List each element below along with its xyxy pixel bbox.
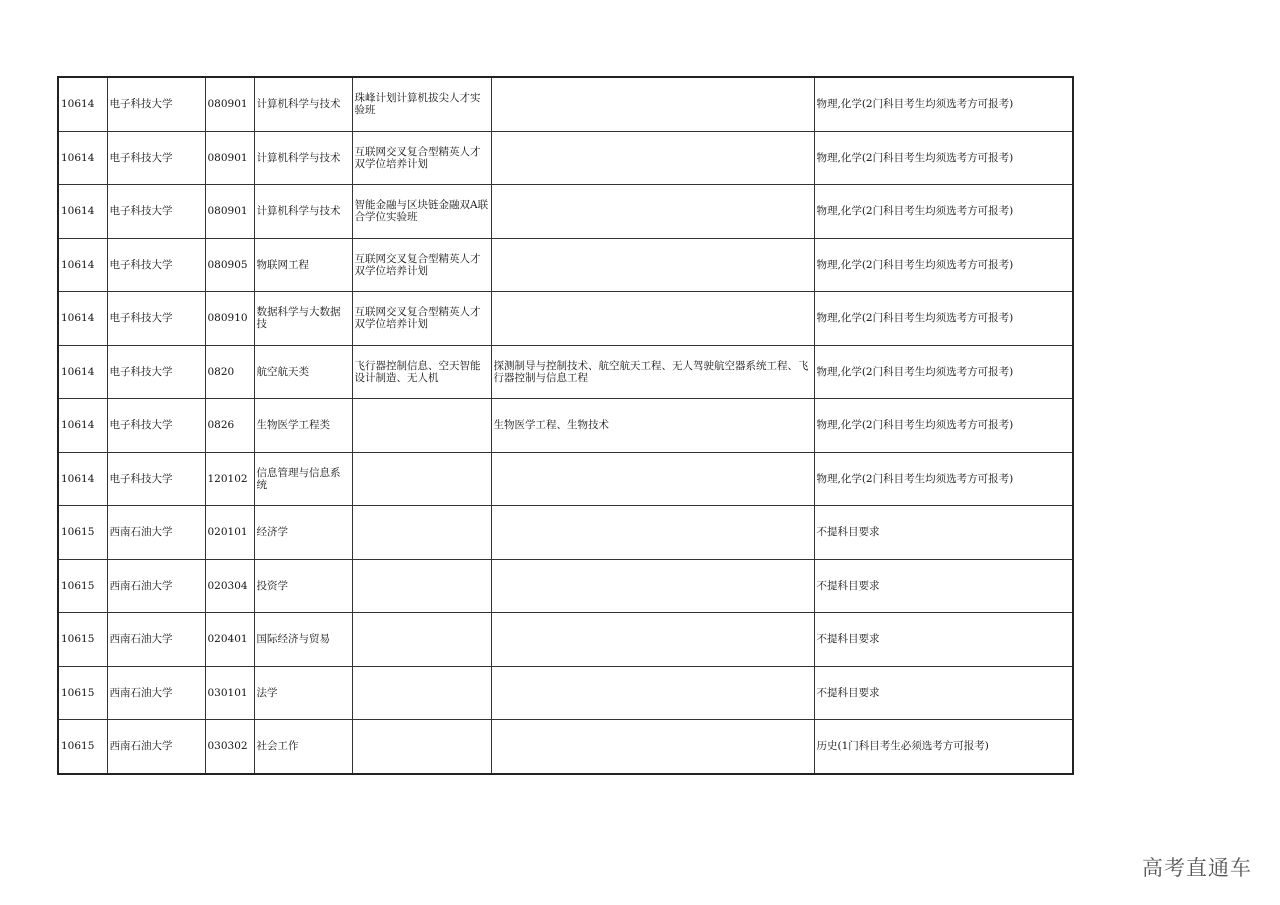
table-row (58, 185, 1073, 239)
major-name-cell: 法学 (254, 666, 352, 720)
table-row (58, 238, 1073, 292)
included-majors-cell (491, 452, 814, 506)
major-name-cell: 经济学 (254, 506, 352, 560)
school-code-cell: 10615 (58, 720, 107, 774)
table-row (58, 613, 1073, 667)
school-name-cell: 电子科技大学 (107, 292, 205, 346)
major-code-cell: 020101 (205, 506, 254, 560)
subject-requirement-cell: 物理,化学(2门科目考生均须选考方可报考) (814, 131, 1073, 185)
program-note-cell (352, 506, 491, 560)
included-majors-cell (491, 238, 814, 292)
school-code-cell: 10614 (58, 452, 107, 506)
school-name-cell: 西南石油大学 (107, 613, 205, 667)
major-code-cell: 080910 (205, 292, 254, 346)
table-row (58, 720, 1073, 774)
program-note-cell (352, 399, 491, 453)
program-note-cell (352, 666, 491, 720)
included-majors-cell (491, 185, 814, 239)
major-name-cell: 投资学 (254, 559, 352, 613)
program-note-cell (352, 613, 491, 667)
school-name-cell: 电子科技大学 (107, 238, 205, 292)
program-note-cell: 飞行器控制信息、空天智能设计制造、无人机 (352, 345, 491, 399)
school-code-cell: 10615 (58, 666, 107, 720)
school-name-cell: 西南石油大学 (107, 506, 205, 560)
table-row (58, 345, 1073, 399)
school-code-cell: 10614 (58, 292, 107, 346)
major-name-cell: 计算机科学与技术 (254, 77, 352, 131)
subject-requirement-cell: 物理,化学(2门科目考生均须选考方可报考) (814, 238, 1073, 292)
program-note-cell: 互联网交叉复合型精英人才双学位培养计划 (352, 238, 491, 292)
table-row (58, 292, 1073, 346)
major-code-cell: 0826 (205, 399, 254, 453)
subject-requirement-cell: 不提科目要求 (814, 613, 1073, 667)
school-name-cell: 电子科技大学 (107, 185, 205, 239)
major-code-cell: 020401 (205, 613, 254, 667)
subject-requirement-cell: 物理,化学(2门科目考生均须选考方可报考) (814, 77, 1073, 131)
program-note-cell (352, 452, 491, 506)
major-code-cell: 030302 (205, 720, 254, 774)
major-code-cell: 080905 (205, 238, 254, 292)
watermark-text: 高考直通车 (1142, 856, 1252, 880)
subject-requirement-cell: 历史(1门科目考生必须选考方可报考) (814, 720, 1073, 774)
included-majors-cell (491, 613, 814, 667)
major-code-cell: 0820 (205, 345, 254, 399)
subject-requirement-cell: 不提科目要求 (814, 559, 1073, 613)
school-name-cell: 电子科技大学 (107, 77, 205, 131)
school-name-cell: 西南石油大学 (107, 720, 205, 774)
major-name-cell: 国际经济与贸易 (254, 613, 352, 667)
table-row (58, 666, 1073, 720)
school-name-cell: 电子科技大学 (107, 399, 205, 453)
school-code-cell: 10614 (58, 345, 107, 399)
major-name-cell: 航空航天类 (254, 345, 352, 399)
major-code-cell: 080901 (205, 131, 254, 185)
major-name-cell: 计算机科学与技术 (254, 185, 352, 239)
subject-requirement-cell: 物理,化学(2门科目考生均须选考方可报考) (814, 399, 1073, 453)
major-code-cell: 080901 (205, 185, 254, 239)
table-row (58, 506, 1073, 560)
major-code-cell: 020304 (205, 559, 254, 613)
subject-requirement-cell: 不提科目要求 (814, 506, 1073, 560)
table-row (58, 452, 1073, 506)
school-code-cell: 10614 (58, 77, 107, 131)
subject-requirement-cell: 不提科目要求 (814, 666, 1073, 720)
included-majors-cell: 探测制导与控制技术、航空航天工程、无人驾驶航空器系统工程、飞行器控制与信息工程 (491, 345, 814, 399)
major-name-cell: 数据科学与大数据技 (254, 292, 352, 346)
major-code-cell: 080901 (205, 77, 254, 131)
subject-requirement-cell: 物理,化学(2门科目考生均须选考方可报考) (814, 185, 1073, 239)
school-name-cell: 西南石油大学 (107, 666, 205, 720)
school-name-cell: 电子科技大学 (107, 131, 205, 185)
included-majors-cell (491, 666, 814, 720)
major-code-cell: 030101 (205, 666, 254, 720)
included-majors-cell (491, 77, 814, 131)
program-note-cell: 互联网交叉复合型精英人才双学位培养计划 (352, 131, 491, 185)
program-note-cell: 互联网交叉复合型精英人才双学位培养计划 (352, 292, 491, 346)
included-majors-cell (491, 720, 814, 774)
school-code-cell: 10615 (58, 559, 107, 613)
major-name-cell: 计算机科学与技术 (254, 131, 352, 185)
subject-requirement-cell: 物理,化学(2门科目考生均须选考方可报考) (814, 292, 1073, 346)
school-name-cell: 西南石油大学 (107, 559, 205, 613)
program-note-cell (352, 720, 491, 774)
table-row (58, 131, 1073, 185)
school-name-cell: 电子科技大学 (107, 452, 205, 506)
school-code-cell: 10615 (58, 613, 107, 667)
subject-requirement-cell: 物理,化学(2门科目考生均须选考方可报考) (814, 345, 1073, 399)
included-majors-cell (491, 292, 814, 346)
table-row (58, 399, 1073, 453)
major-name-cell: 生物医学工程类 (254, 399, 352, 453)
included-majors-cell: 生物医学工程、生物技术 (491, 399, 814, 453)
subject-requirements-table (57, 76, 1074, 775)
program-note-cell (352, 559, 491, 613)
major-name-cell: 信息管理与信息系统 (254, 452, 352, 506)
school-code-cell: 10614 (58, 185, 107, 239)
school-name-cell: 电子科技大学 (107, 345, 205, 399)
school-code-cell: 10614 (58, 131, 107, 185)
included-majors-cell (491, 559, 814, 613)
included-majors-cell (491, 506, 814, 560)
school-code-cell: 10615 (58, 506, 107, 560)
major-name-cell: 物联网工程 (254, 238, 352, 292)
program-note-cell: 珠峰计划计算机拔尖人才实验班 (352, 77, 491, 131)
school-code-cell: 10614 (58, 238, 107, 292)
table-row (58, 559, 1073, 613)
program-note-cell: 智能金融与区块链金融双A联合学位实验班 (352, 185, 491, 239)
included-majors-cell (491, 131, 814, 185)
subject-requirement-cell: 物理,化学(2门科目考生均须选考方可报考) (814, 452, 1073, 506)
school-code-cell: 10614 (58, 399, 107, 453)
major-code-cell: 120102 (205, 452, 254, 506)
table-row (58, 77, 1073, 131)
major-name-cell: 社会工作 (254, 720, 352, 774)
